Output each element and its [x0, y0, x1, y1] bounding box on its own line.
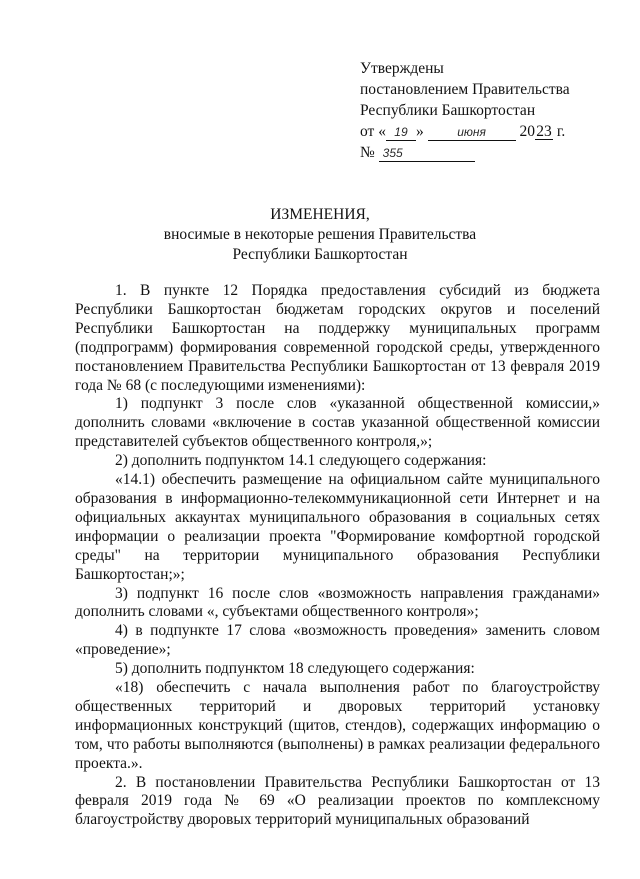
paragraph: 3) подпункт 16 после слов «возможность направления гражданами» дополнить словами «, субъектами общественного контроля»;: [75, 584, 600, 621]
approval-number-line: [360, 142, 570, 163]
paragraph: 1. В пункте 12 Порядка предоставления субсидий из бюджета Республики Башкортостан бюджетам городских округов и поселений Республики Башкортостан на поддержку муниципальных программ (подпрограмм) формирования современной городской среды, утвержденного постановлением Правительства Республики Башкортостан от 13 февраля 2019 года № 68 (с последующими изменениями):: [75, 282, 600, 394]
heading-title: ИЗМЕНЕНИЯ,: [270, 206, 370, 223]
number-label: №: [360, 144, 375, 161]
date-month: июня: [428, 125, 516, 141]
approval-line-2: постановлением Правительства: [360, 81, 570, 98]
date-year-suffix: 23: [536, 123, 552, 140]
approval-line-3: Республики Башкортостан: [360, 102, 536, 119]
date-prefix: от «: [360, 123, 386, 140]
date-year-prefix: 20: [519, 123, 535, 140]
paragraph: 2) дополнить подпунктом 14.1 следующего содержания:: [115, 452, 487, 470]
paragraph: «18) обеспечить с начала выполнения работ по благоустройству общественных территорий и дворовых территорий установку информационных конструкций (щитов, стендов), содержащих информацию о том, что работы выполняются (выполнены) в рамках реализации федерального проекта.».: [75, 679, 600, 772]
paragraph: 5) дополнить подпунктом 18 следующего содержания:: [115, 660, 475, 678]
document-body: [75, 282, 600, 830]
heading-line-3: Республики Башкортостан: [232, 246, 408, 263]
approval-block: [360, 58, 570, 163]
date-day-close: »: [415, 123, 424, 140]
approval-line-1: Утверждены: [360, 60, 444, 77]
paragraph: 1) подпункт 3 после слов «указанной общественной комиссии,» дополнить словами «включение в состав указанной общественной комиссии представителей субъектов общественного контроля,»;: [75, 395, 600, 451]
date-year-unit: г.: [556, 123, 566, 140]
paragraph: 4) в подпункте 17 слова «возможность проведения» заменить словом «проведение»;: [75, 622, 600, 659]
document-heading: [0, 205, 640, 265]
approval-date-line: [360, 121, 570, 142]
document-number: 355: [379, 146, 475, 162]
date-day: 19: [386, 125, 416, 141]
paragraph: 2. В постановлении Правительства Республики Башкортостан от 13 февраля 2019 года № 69 «О реализации проектов по комплексному благоустройству дворовых территорий муниципальных образований: [75, 773, 600, 829]
paragraph: «14.1) обеспечить размещение на официальном сайте муниципального образования в информационно-телекоммуникационной сети Интернет и на официальных аккаунтах муниципального образования в социальных сетях информации о реализации проекта "Формирование комфортной городской среды" на территории муниципального образования Республики Башкортостан;»;: [75, 471, 600, 583]
heading-line-2: вносимые в некоторые решения Правительства: [163, 226, 477, 243]
